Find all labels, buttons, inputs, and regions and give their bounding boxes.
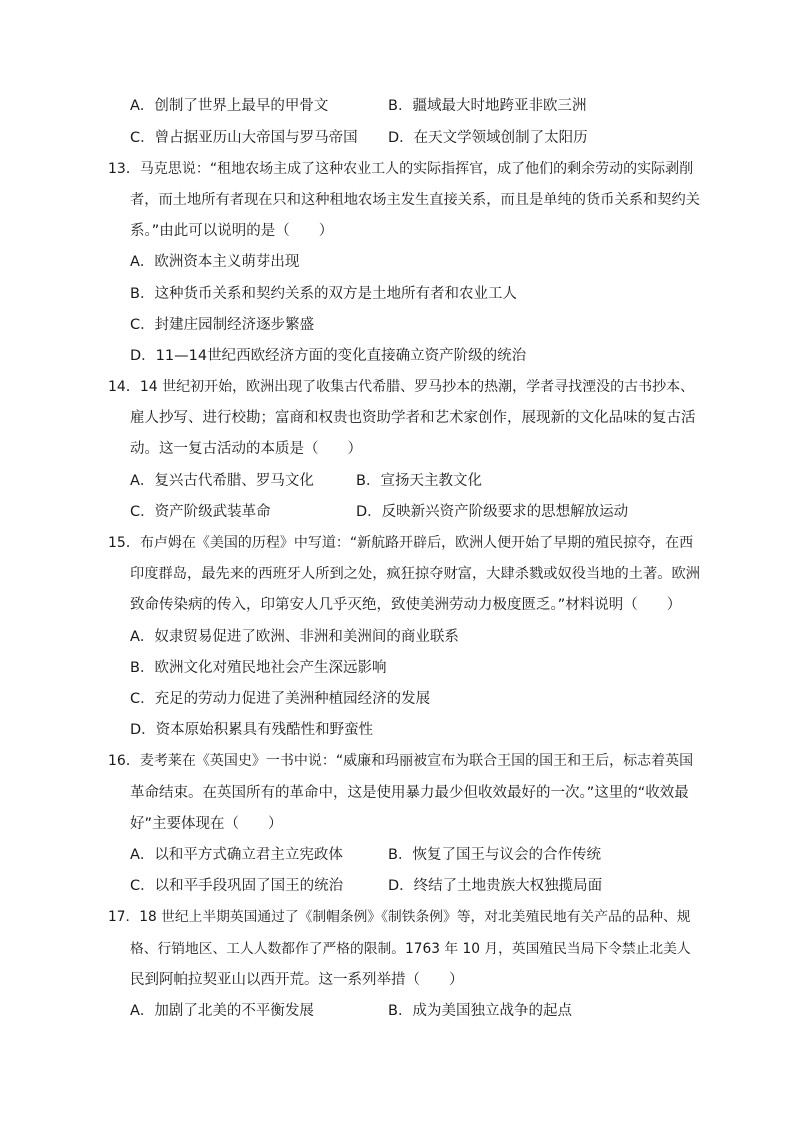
q14-option-d: D．反映新兴资产阶级要求的思想解放运动 <box>356 504 629 520</box>
q14-stem-line2: 雇人抄写、进行校勘；富商和权贵也资助学者和艺术家创作，展现新的文化品味的复古活 <box>130 410 696 426</box>
q14-option-c: C．资产阶级武装革命 <box>130 504 271 520</box>
q16-option-c: C．以和平手段巩固了国王的统治 <box>130 878 344 894</box>
q13-option-d: D．11—14世纪西欧经济方面的变化直接确立资产阶级的统治 <box>130 348 527 364</box>
q17-stem-line1: 17．18 世纪上半期英国通过了《制帽条例》《制铁条例》等，对北美殖民地有关产品的品种、规 <box>108 909 691 925</box>
q12-option-b: B．疆域最大时地跨亚非欧三洲 <box>388 98 587 114</box>
q12-option-a: A．创制了世界上最早的甲骨文 <box>130 98 329 114</box>
q14-stem-line3: 动。这一复古活动的本质是（ ） <box>130 441 362 457</box>
q17-stem-line2: 格、行销地区、工人人数都作了严格的限制。1763 年 10 月，英国殖民当局下令禁止北美人 <box>130 941 691 957</box>
q13-stem-line2: 者，而土地所有者现在只和这种租地农场主发生直接关系，而且是单纯的货币关系和契约关 <box>130 192 701 208</box>
q14-stem-line1: 14．14 世纪初开始，欧洲出现了收集古代希腊、罗马抄本的热潮，学者寻找湮没的古书抄本、 <box>108 379 695 395</box>
q15-option-a: A．奴隶贸易促进了欧洲、非洲和美洲间的商业联系 <box>130 629 459 645</box>
q12-option-c: C．曾占据亚历山大帝国与罗马帝国 <box>130 130 358 146</box>
q13-option-b: B．这种货币关系和契约关系的双方是土地所有者和农业工人 <box>130 286 517 302</box>
q16-option-b: B．恢复了国王与议会的合作传统 <box>388 847 601 863</box>
q16-option-d: D．终结了土地贵族大权独揽局面 <box>388 878 603 894</box>
q14-option-a: A．复兴古代希腊、罗马文化 <box>130 473 314 489</box>
q15-option-d: D．资本原始积累具有残酷性和野蛮性 <box>130 722 374 738</box>
q13-stem-line1: 13．马克思说：“租地农场主成了这种农业工人的实际指挥官，成了他们的剩余劳动的实际剥削 <box>108 161 694 177</box>
q15-stem-line1: 15．布卢姆在《美国的历程》中写道：“新航路开辟后，欧洲人便开始了早期的殖民掠夺，在西 <box>108 535 694 551</box>
q13-option-a: A．欧洲资本主义萌芽出现 <box>130 254 300 270</box>
q16-option-a: A．以和平方式确立君主立宪政体 <box>130 847 343 863</box>
q16-stem-line2: 革命结束。在英国所有的革命中，这是使用暴力最少但收效最好的一次。”这里的“收效最 <box>130 785 689 801</box>
q15-option-b: B．欧洲文化对殖民地社会产生深远影响 <box>130 660 387 676</box>
q17-option-b: B．成为美国独立战争的起点 <box>388 1003 572 1019</box>
q14-option-b: B．宣扬天主教文化 <box>356 473 482 489</box>
q15-stem-line3: 致命传染病的传入，印第安人几乎灭绝，致使美洲劳动力极度匮乏。”材料说明（ ） <box>130 597 682 613</box>
q17-option-a: A．加剧了北美的不平衡发展 <box>130 1003 314 1019</box>
q16-stem-line3: 好”主要体现在（ ） <box>130 816 283 832</box>
q16-stem-line1: 16．麦考莱在《英国史》一书中说：“威廉和玛丽被宣布为联合王国的国王和王后，标志着英国 <box>108 753 694 769</box>
q15-option-c: C．充足的劳动力促进了美洲种植园经济的发展 <box>130 691 431 707</box>
q13-option-c: C．封建庄园制经济逐步繁盛 <box>130 317 315 333</box>
q12-option-d: D．在天文学领域创制了太阳历 <box>388 130 588 146</box>
q17-stem-line3: 民到阿帕拉契亚山以西开荒。这一系列举措（ ） <box>130 972 464 988</box>
q15-stem-line2: 印度群岛，最先来的西班牙人所到之处，疯狂掠夺财富，大肆杀戮或奴役当地的土著。欧洲 <box>130 566 701 582</box>
q13-stem-line3: 系。”由此可以说明的是（ ） <box>130 223 334 239</box>
